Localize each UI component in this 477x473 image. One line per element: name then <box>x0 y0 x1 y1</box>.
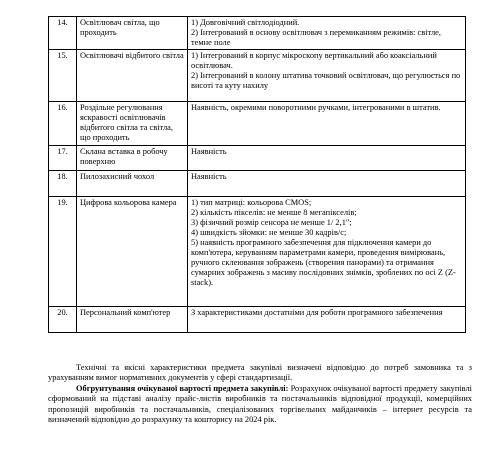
cost-justification-heading: Обгрунтування очікуваної вартості предмета закупівлі: <box>76 384 289 393</box>
parameter-name: Склана вставка в робочу поверхню <box>77 146 188 171</box>
parameter-value <box>188 171 466 197</box>
table-row <box>49 102 466 146</box>
row-number: 20. <box>49 307 77 333</box>
value-line: 1) Інтегрований в корпус мікроскопу вертикальний або коаксіальний освітлювач. <box>191 51 437 70</box>
parameter-value <box>188 307 466 333</box>
value-line: 2) Інтегрований в колону штатива точковий освітлювач, що регулюється по висоті та куту нахилу <box>191 71 461 90</box>
value-line: Наявність <box>191 147 227 156</box>
row-number: 17. <box>49 146 77 171</box>
value-line: Наявність <box>191 172 227 181</box>
table-row <box>49 17 466 50</box>
parameter-name: Освітлювач світла, що проходить <box>77 17 188 50</box>
value-line: Наявність, окремими поворотними ручками, інтегрованими в штатив. <box>191 103 441 112</box>
parameter-name: Персональний комп'ютер <box>77 307 188 333</box>
specification-table <box>48 16 466 333</box>
parameter-name: Цифрова кольорова камера <box>77 197 188 307</box>
value-line: 1) тип матриці: кольорова CMOS; <box>191 198 312 207</box>
cost-justification-text: Розрахунок очікуваної вартості предмету закупівлі сформований на підставі аналізу прайс-листів виробників та постачальників відповідної продукції, комерційних пропозицій виробників та постачальників, спеціалізованих торгівельних майданчиків – інтернет ресурсів та визначений відповідно до розрахунку та кошторису на 2024 рік. <box>48 384 472 425</box>
row-number: 14. <box>49 17 77 50</box>
row-number: 19. <box>49 197 77 307</box>
table-row <box>49 197 466 307</box>
table-row <box>49 307 466 333</box>
parameter-value <box>188 197 466 307</box>
parameter-name: Роздільне регулювання яскравості освітлювачів відбитого світла та світла, що проходить <box>77 102 188 146</box>
row-number: 16. <box>49 102 77 146</box>
value-line: 2) Інтегрований в основу освітлювач з перемиканням режимів: світле, темне поле <box>191 28 441 47</box>
table-row <box>49 50 466 102</box>
parameter-name: Освітлювачі відбитого світла <box>77 50 188 102</box>
requirements-paragraph: Технічні та якісні характеристики предмета закупівлі визначені відповідно до потреб замовника та з урахуванням вимог нормативних документів у сфері стандартизації. <box>48 363 472 383</box>
value-line: 4) швидкість зйомки: не менше 30 кадрів/с; <box>191 228 347 237</box>
cost-justification-paragraph <box>48 384 472 426</box>
parameter-name: Пилозахисний чохол <box>77 171 188 197</box>
value-line: 2) кількість пікселів: не менше 8 мегапікселів; <box>191 208 357 217</box>
parameter-value <box>188 146 466 171</box>
row-number: 15. <box>49 50 77 102</box>
value-line: 1) Довговічний світлодіодний. <box>191 18 300 27</box>
parameter-value <box>188 102 466 146</box>
table-row <box>49 171 466 197</box>
value-line: 3) фізичний розмір сенсора не менше 1/ 2,1"; <box>191 218 352 227</box>
value-line: З характеристиками достатніми для роботи програмного забезпечення <box>191 308 443 317</box>
parameter-value <box>188 50 466 102</box>
parameter-value <box>188 17 466 50</box>
row-number: 18. <box>49 171 77 197</box>
table-row <box>49 146 466 171</box>
value-line: 5) наявність програмного забезпечення для підключення камери до комп'ютера, керуванням параметрами камери, проведення вимірювань, ручного склеювання зображень (створення панорами) та отримання сумарних зображень з масиву послідовних знімків, зроблених по осі Z (Z-stack). <box>191 238 456 287</box>
